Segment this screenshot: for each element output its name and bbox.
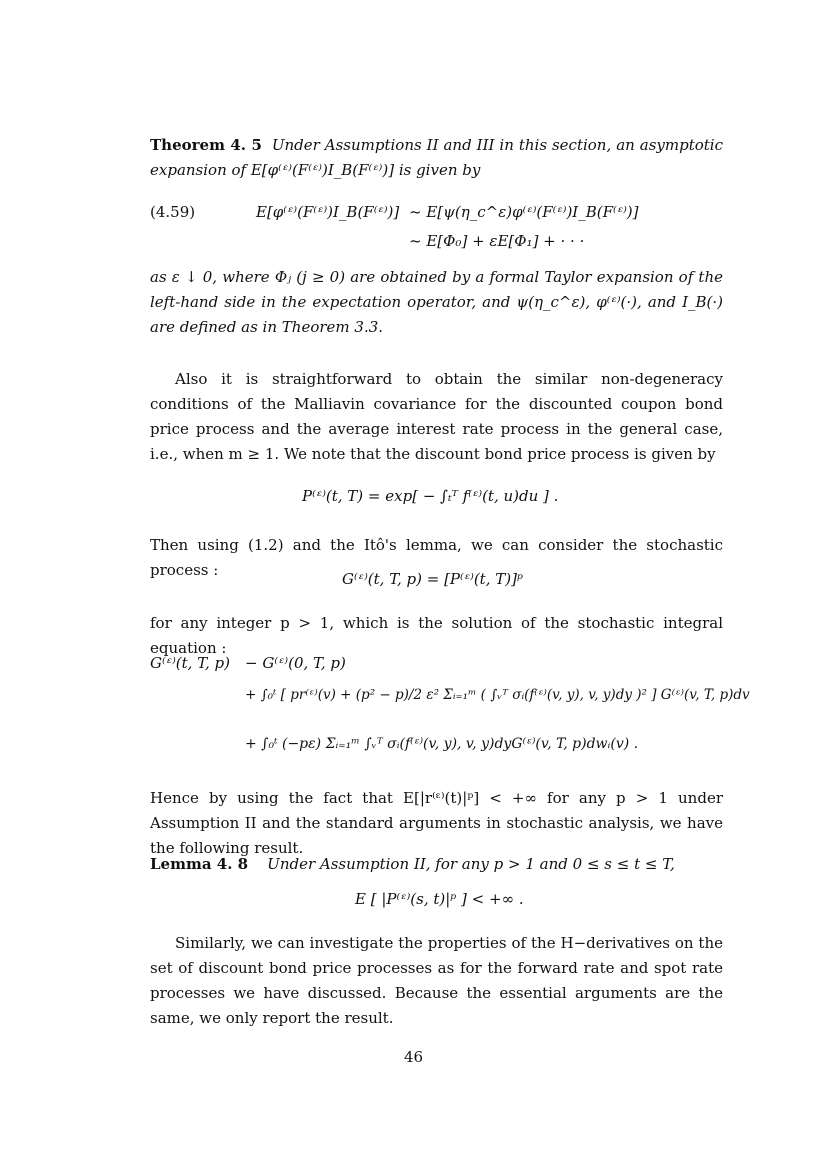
lemma-equation: E [ |P⁽ᵋ⁾(s, t)|ᵖ ] < +∞ . [355,890,524,908]
theorem-eq-lhs: E[φ⁽ᵋ⁾(F⁽ᵋ⁾)I_B(F⁽ᵋ⁾)] [256,203,400,221]
theorem-conclusion: as ε ↓ 0, where Φⱼ (j ≥ 0) are obtained by a formal Taylor expansion of the left-hand side in the expectation operator, and ψ(η_c^ε), φ⁽ᵋ⁾(·), and I_B(·) are defined as in Theorem 3.3. [150,268,723,336]
equation-bond-price: P⁽ᵋ⁾(t, T) = exp[ − ∫ₜᵀ f⁽ᵋ⁾(t, u)du ] . [302,487,559,505]
paragraph-nondegeneracy: Also it is straightforward to obtain the similar non-degeneracy conditions of the Malliavin covariance for the discounted coupon bond price process and the average interest rate process in the general case, i.e., when m ≥ 1. We note that the discount bond price process is given by [150,370,723,463]
theorem-eq-rhs-2: ~ E[Φ₀] + εE[Φ₁] + · · · [409,232,585,250]
theorem-label: Theorem 4. 5 [150,136,262,154]
paragraph-hence: Hence by using the fact that E[|r⁽ᵋ⁾(t)|ᵖ] < +∞ for any p > 1 under Assumption II and the standard arguments in stochastic analysis, we have the following result. [150,789,723,857]
lemma-block [150,852,723,877]
integral-eq-line2: + ∫₀ᵗ [ pr⁽ᵋ⁾(v) + (p² − p)/2 ε² Σᵢ₌₁ᵐ ( ∫ᵥᵀ σᵢ(f⁽ᵋ⁾(v, y), v, y)dy )² ] G⁽ᵋ⁾(v, T, p)dv [245,687,750,703]
theorem-statement: Under Assumptions II and III in this section, an asymptotic expansion of E[φ⁽ᵋ⁾(F⁽ᵋ⁾)I_B(F⁽ᵋ⁾)] is given by [150,136,724,179]
page-number: 46 [403,1048,424,1066]
equation-number: (4.59) [150,203,196,221]
lemma-label: Lemma 4. 8 [150,855,249,873]
equation-G-definition: G⁽ᵋ⁾(t, T, p) = [P⁽ᵋ⁾(t, T)]ᵖ [342,570,523,588]
theorem-eq-rhs-1: ~ E[ψ(η_c^ε)φ⁽ᵋ⁾(F⁽ᵋ⁾)I_B(F⁽ᵋ⁾)] [409,203,639,221]
paragraph-integral-intro: for any integer p > 1, which is the solution of the stochastic integral equation : [150,614,723,657]
paragraph-ito: Then using (1.2) and the Itô's lemma, we can consider the stochastic process : [150,536,723,579]
integral-eq-line1: − G⁽ᵋ⁾(0, T, p) [245,654,346,672]
integral-eq-lhs: G⁽ᵋ⁾(t, T, p) [150,654,230,672]
integral-eq-line3: + ∫₀ᵗ (−pε) Σᵢ₌₁ᵐ ∫ᵥᵀ σᵢ(f⁽ᵋ⁾(v, y), v, y)dyG⁽ᵋ⁾(v, T, p)dwᵢ(v) . [245,736,639,752]
theorem-block [150,133,723,183]
paragraph-similarly: Similarly, we can investigate the properties of the H−derivatives on the set of discount bond price processes as for the forward rate and spot rate processes we have discussed. Because the essential arguments are the same, we only report the result. [150,934,723,1027]
lemma-statement: Under Assumption II, for any p > 1 and 0 ≤ s ≤ t ≤ T, [267,855,675,873]
